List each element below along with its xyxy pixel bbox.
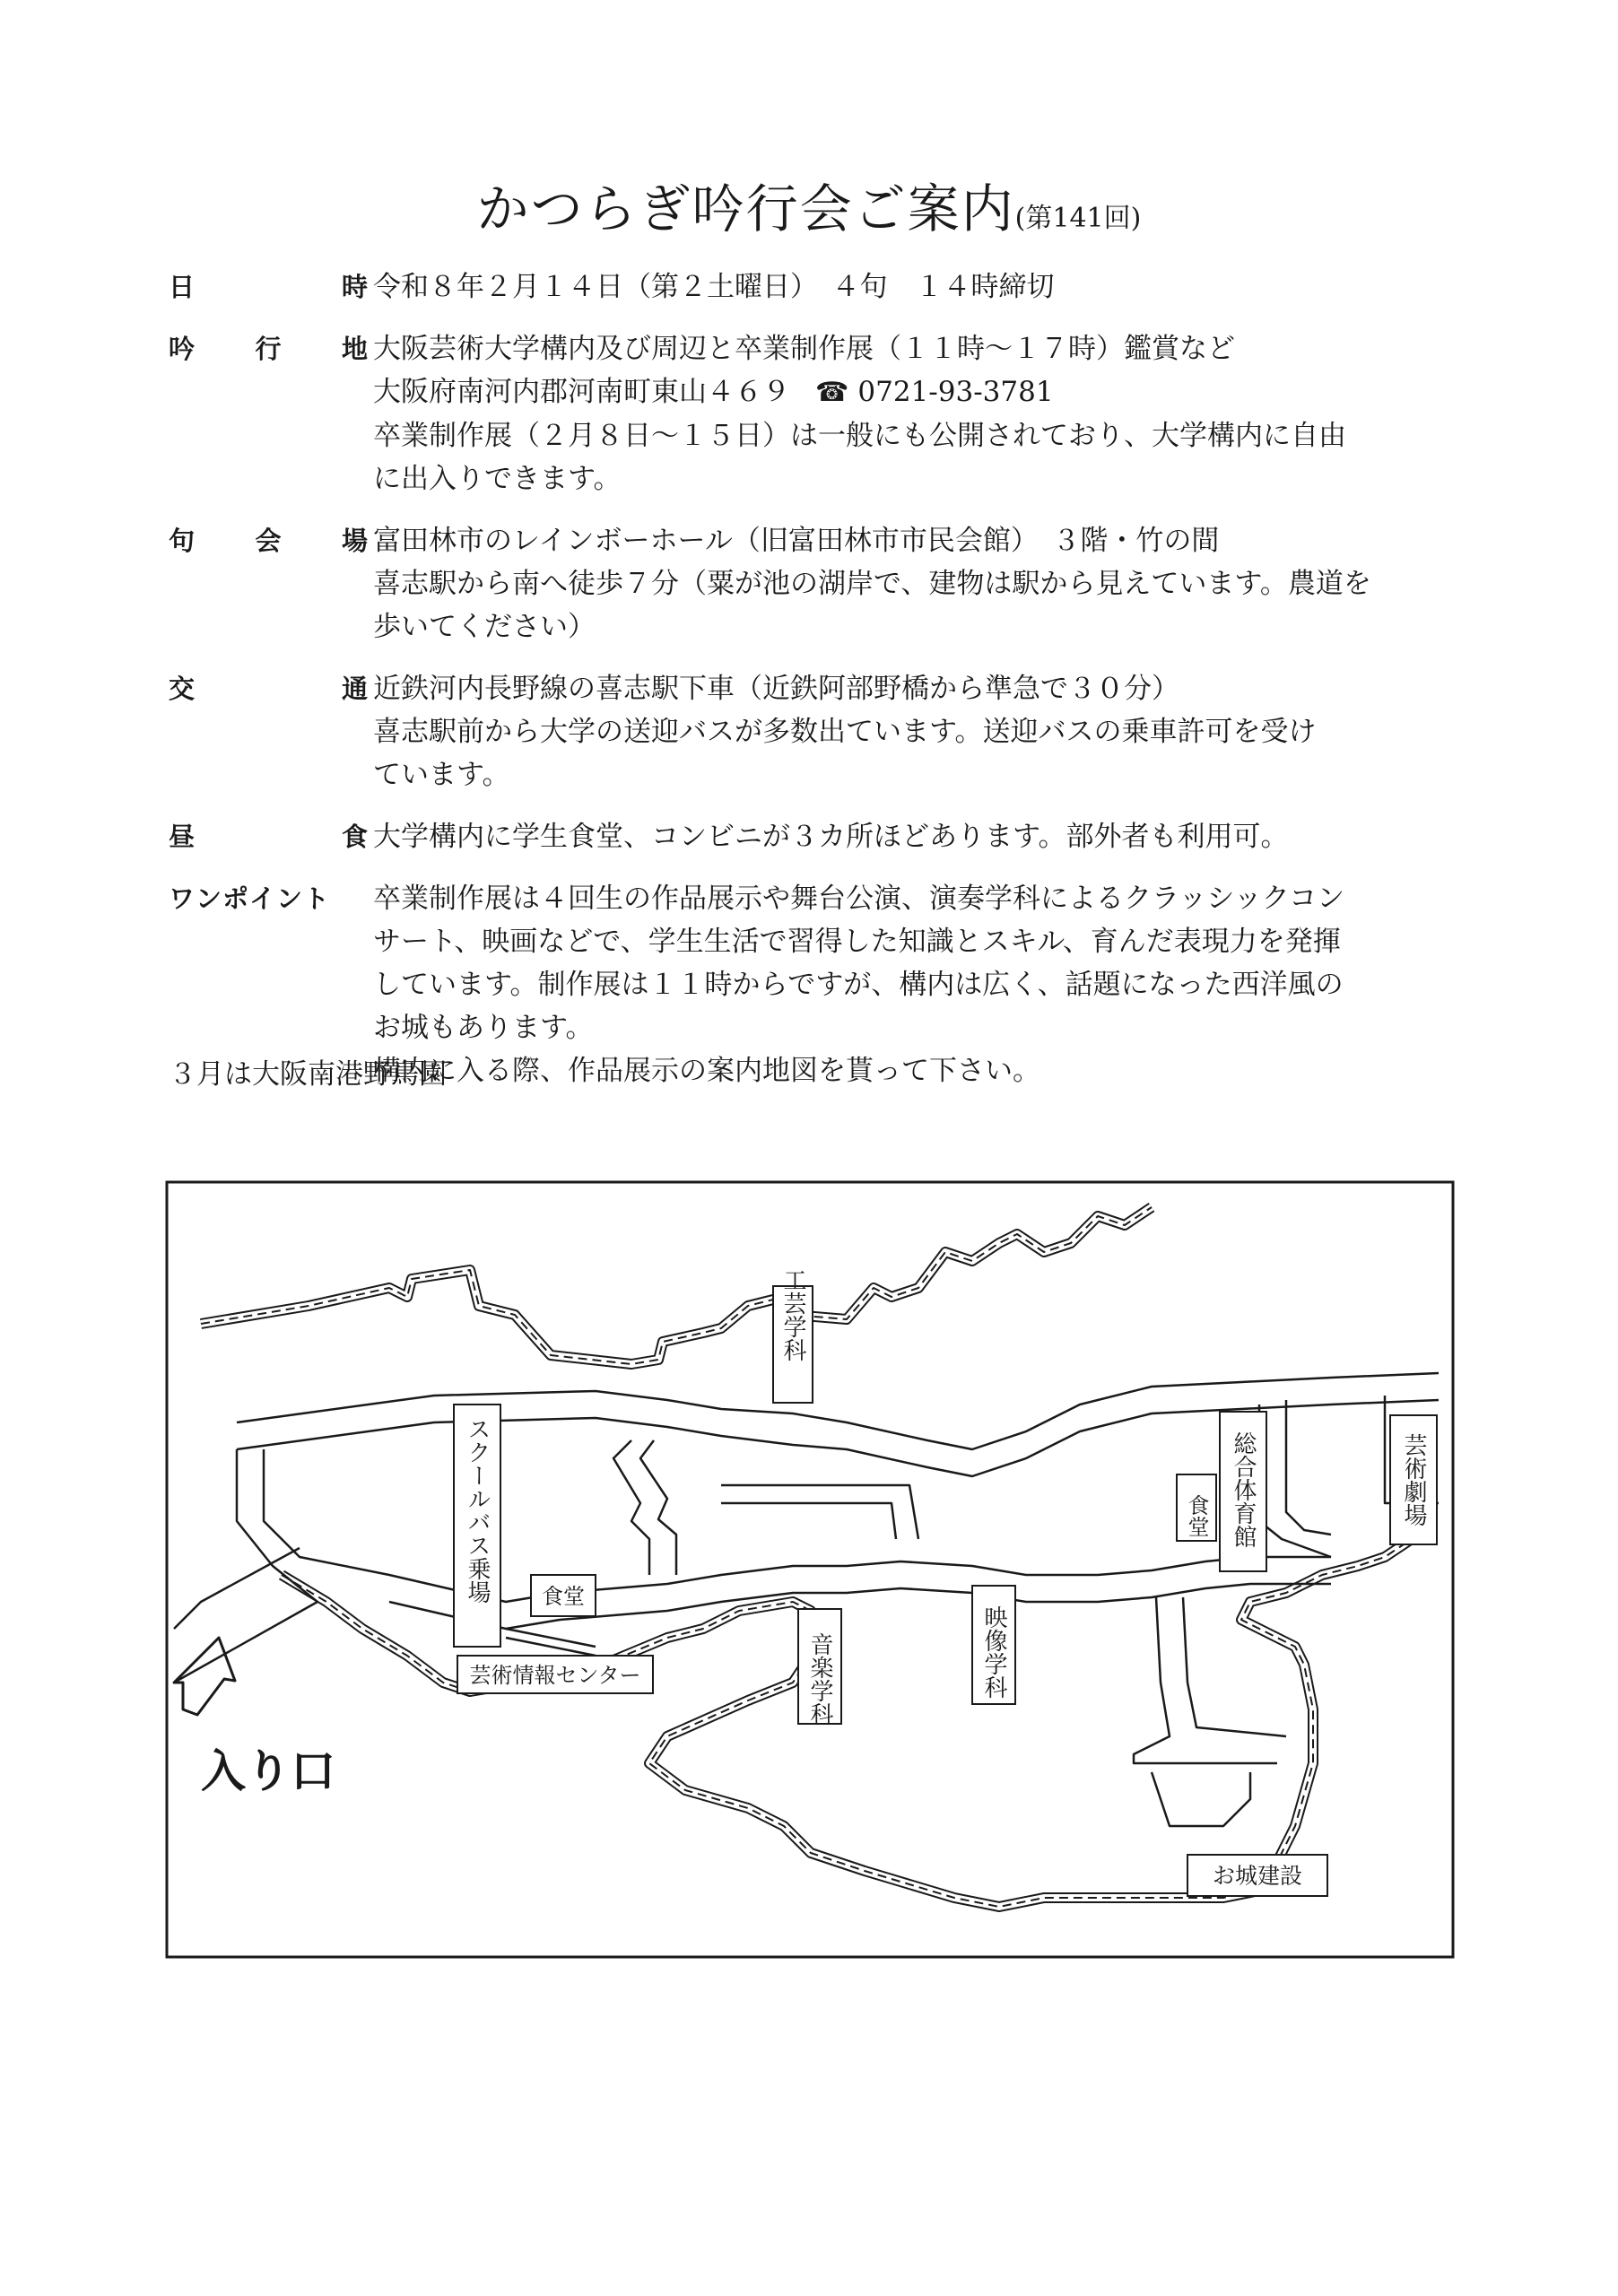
info-line [373, 265, 1442, 309]
map-label-geijutsu-gekijo [1390, 1415, 1437, 1544]
map-label-eizo [972, 1586, 1015, 1704]
info-line-text: 卒業制作展（２月８日～１５日）は一般にも公開されており、大学構内に自由 [373, 420, 1346, 452]
info-label-char: 場 [341, 526, 368, 556]
page-title [0, 167, 1618, 242]
info-label-char: 食 [341, 822, 368, 852]
map-text-ongaku: 音楽学科 [806, 1632, 833, 1726]
info-label [169, 667, 373, 796]
info-line-text: 近鉄河内長野線の喜志駅下車（近鉄阿部野橋から準急で３０分） [373, 673, 1179, 705]
map-label-oshiro [1187, 1855, 1327, 1896]
info-line-text: 富田林市のレインボーホール（旧富田林市市民会館） ３階・竹の間 [373, 525, 1220, 557]
telephone-number: 0721-93-3781 [857, 376, 1054, 408]
info-line-text: お城もあります。 [373, 1012, 594, 1044]
title-main: かつらぎ吟行会ご案内 [476, 178, 1015, 239]
info-line [373, 667, 1442, 710]
info-line [373, 1049, 1442, 1092]
info-line-text: 喜志駅から南へ徒歩７分（粟が池の湖岸で、建物は駅から見えています。農道を [373, 568, 1371, 600]
info-content [373, 667, 1442, 796]
info-line [373, 605, 1442, 648]
map-text-kogei: 工芸学科 [779, 1268, 806, 1361]
info-label-char: 地 [341, 334, 368, 364]
map-text-shokudo2: 食堂 [1184, 1494, 1209, 1537]
map-text-eizo: 映像学科 [980, 1605, 1007, 1699]
info-line [373, 562, 1442, 605]
info-label [169, 815, 373, 858]
info-line [373, 710, 1442, 753]
info-row [169, 815, 1442, 858]
info-line [373, 920, 1442, 963]
info-row [169, 519, 1442, 648]
info-line [373, 753, 1442, 796]
map-text-shokudo1: 食堂 [542, 1584, 585, 1609]
info-line [373, 414, 1442, 457]
info-line-text: 構内に入る際、作品展示の案内地図を貰って下さい。 [373, 1055, 1040, 1087]
info-content [373, 519, 1442, 648]
info-label-char: ワンポイント [169, 883, 331, 914]
info-label-char: 句 [169, 526, 196, 556]
map-text-geijutsu-gekijo: 芸術劇場 [1400, 1433, 1427, 1526]
info-line [373, 519, 1442, 562]
telephone-icon: ☎ [815, 377, 849, 408]
title-sub: (第141回) [1014, 203, 1142, 234]
map-text-sogo-taiikukan: 総合体育館 [1230, 1431, 1257, 1548]
info-label-char: 時 [341, 272, 368, 302]
map-label-shokudo1 [531, 1575, 596, 1616]
map-label-shokudo2 [1177, 1474, 1216, 1541]
info-label [169, 519, 373, 648]
info-line-text: 卒業制作展は４回生の作品展示や舞台公演、演奏学科によるクラッシックコン [373, 883, 1345, 915]
info-line-text: に出入りできます。 [373, 463, 622, 495]
info-label [169, 327, 373, 500]
map-label-geijutsu-joho [457, 1656, 653, 1693]
info-line [373, 327, 1442, 370]
info-label-char: 交 [169, 674, 196, 704]
info-line-text: 喜志駅前から大学の送迎バスが多数出ています。送迎バスの乗車許可を受け [373, 716, 1317, 748]
map-entrance-label: 入り口 [201, 1745, 335, 1797]
info-row [169, 265, 1442, 309]
info-line [373, 1006, 1442, 1049]
map-text-geijutsu-joho: 芸術情報センター [469, 1663, 641, 1688]
info-label-char: 行 [255, 334, 282, 364]
info-table [169, 265, 1442, 1111]
info-row [169, 327, 1442, 500]
info-line [373, 457, 1442, 500]
campus-map [165, 1180, 1455, 1959]
map-label-school-bus [454, 1405, 500, 1647]
map-label-kogei [773, 1268, 813, 1403]
info-line-text: 歩いてください） [373, 611, 596, 643]
info-line-text: 大阪芸術大学構内及び周辺と卒業制作展（１１時～１７時）鑑賞など [373, 333, 1235, 365]
info-line-text: しています。制作展は１１時からですが、構内は広く、話題になった西洋風の [373, 969, 1344, 1001]
info-line [373, 963, 1442, 1006]
info-label-char: 昼 [169, 822, 196, 852]
map-text-school-bus: スクールバス乗場 [464, 1417, 491, 1604]
info-row [169, 667, 1442, 796]
map-label-sogo-taiikukan [1220, 1412, 1266, 1571]
info-label-char: 通 [341, 674, 368, 704]
info-content [373, 815, 1442, 858]
info-content [373, 265, 1442, 309]
info-label [169, 265, 373, 309]
info-line [373, 815, 1442, 858]
info-content [373, 877, 1442, 1092]
info-line [373, 370, 1442, 414]
info-label-char: 吟 [169, 334, 196, 364]
info-line-text: 大学構内に学生食堂、コンビニが３カ所ほどあります。部外者も利用可。 [373, 821, 1289, 853]
info-content [373, 327, 1442, 500]
info-label-char: 会 [255, 526, 282, 556]
next-month-note: ３月は大阪南港野鳥園 [169, 1058, 447, 1091]
info-label-char: 日 [169, 272, 196, 302]
info-line-text: 令和８年２月１４日（第２土曜日） ４句 １４時締切 [373, 271, 1055, 303]
map-text-oshiro: お城建設 [1212, 1863, 1303, 1889]
info-line-text: ています。 [373, 759, 510, 791]
info-line [373, 877, 1442, 920]
map-label-ongaku [798, 1609, 841, 1726]
info-line-text: 大阪府南河内郡河南町東山４６９ [373, 376, 790, 408]
info-line-text: サート、映画などで、学生生活で習得した知識とスキル、育んだ表現力を発揮 [373, 926, 1341, 958]
